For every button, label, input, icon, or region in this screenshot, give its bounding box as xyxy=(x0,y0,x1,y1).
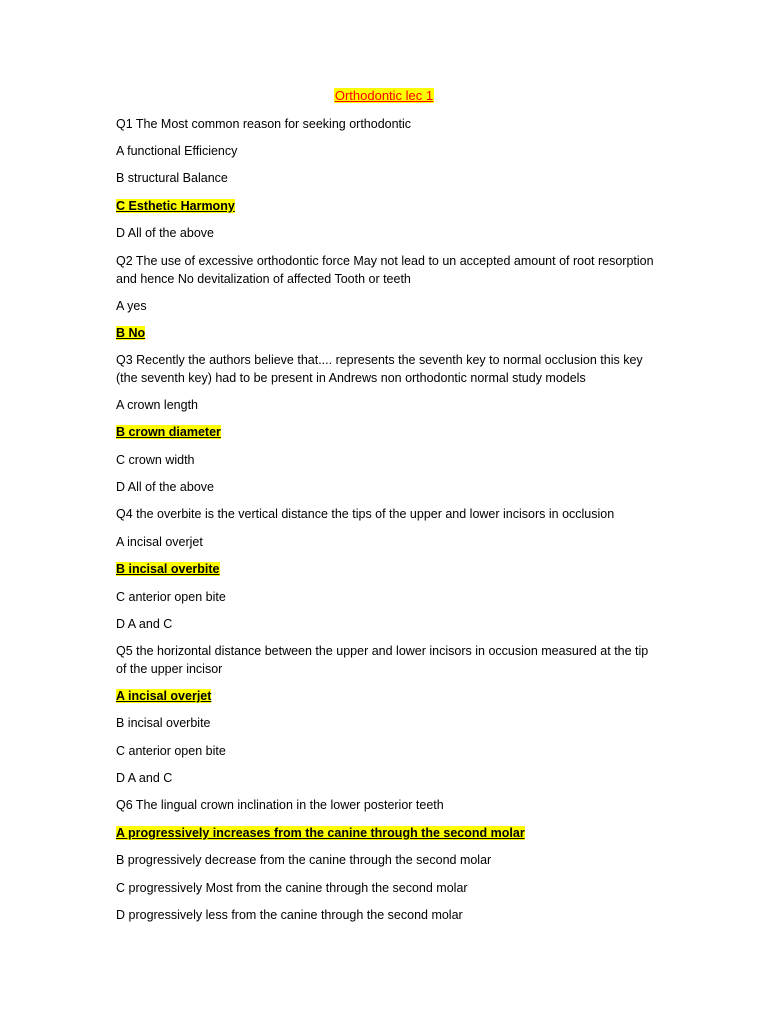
document-title-text: Orthodontic lec 1 xyxy=(334,88,434,103)
option-2a: A yes xyxy=(116,299,147,313)
option-5b: B incisal overbite xyxy=(116,716,211,730)
option-6b: B progressively decrease from the canine through the second molar xyxy=(116,853,492,867)
option-1c-answer xyxy=(116,197,656,215)
option-6c: C progressively Most from the canine through the second molar xyxy=(116,881,468,895)
option-1b: B structural Balance xyxy=(116,171,228,185)
question-5: Q5 the horizontal distance between the upper and lower incisors in occusion measured at the tip of the upper incisor xyxy=(116,644,649,676)
option-5a-answer xyxy=(116,687,656,705)
question-4: Q4 the overbite is the vertical distance the tips of the upper and lower incisors in occlusion xyxy=(116,507,615,521)
option-3a: A crown length xyxy=(116,398,198,412)
option-3b-answer xyxy=(116,423,656,441)
answer-highlight: B incisal overbite xyxy=(116,562,220,576)
document-title xyxy=(0,88,768,104)
option-3d: D All of the above xyxy=(116,480,214,494)
option-1a: A functional Efficiency xyxy=(116,144,238,158)
option-4c: C anterior open bite xyxy=(116,590,226,604)
option-4d: D A and C xyxy=(116,617,173,631)
option-4b-answer xyxy=(116,560,656,578)
question-3: Q3 Recently the authors believe that.... represents the seventh key to normal occlusion this key (the seventh key) had to be present in Andrews non orthodontic normal study models xyxy=(116,353,643,385)
option-5c: C anterior open bite xyxy=(116,744,226,758)
option-6a-answer xyxy=(116,824,656,842)
answer-highlight: A progressively increases from the canine through the second molar xyxy=(116,826,525,840)
option-4a: A incisal overjet xyxy=(116,535,203,549)
option-5d: D A and C xyxy=(116,771,173,785)
question-1: Q1 The Most common reason for seeking orthodontic xyxy=(116,117,412,131)
answer-highlight: B No xyxy=(116,326,146,340)
option-6d: D progressively less from the canine through the second molar xyxy=(116,908,463,922)
answer-highlight: C Esthetic Harmony xyxy=(116,199,235,213)
question-6: Q6 The lingual crown inclination in the lower posterior teeth xyxy=(116,798,444,812)
answer-highlight: B crown diameter xyxy=(116,425,221,439)
option-2b-answer xyxy=(116,324,656,342)
option-1d: D All of the above xyxy=(116,226,214,240)
option-3c: C crown width xyxy=(116,453,195,467)
question-2: Q2 The use of excessive orthodontic force May not lead to un accepted amount of root resorption and hence No devitalization of affected Tooth or teeth xyxy=(116,254,654,286)
answer-highlight: A incisal overjet xyxy=(116,689,212,703)
